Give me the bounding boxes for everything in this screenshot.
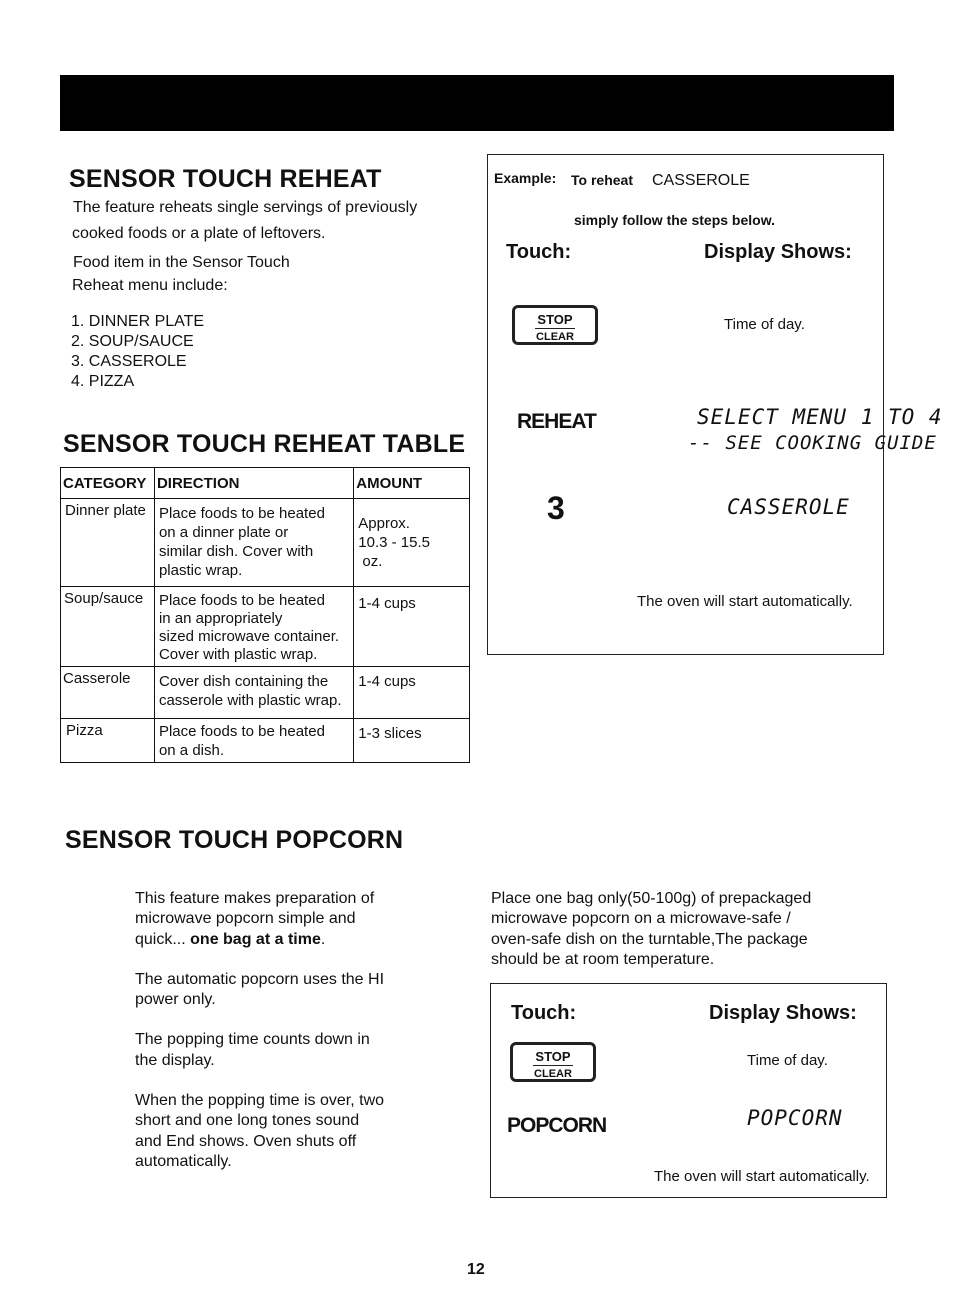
example-food: CASSEROLE — [652, 172, 750, 189]
reheat-menu-intro-2: Reheat menu include: — [72, 277, 228, 294]
display-popcorn: POPCORN — [747, 1106, 843, 1130]
text-line: automatically. — [135, 1152, 232, 1170]
button-divider — [535, 328, 575, 329]
text-line — [135, 930, 384, 950]
cell-category: Dinner plate — [61, 499, 155, 587]
text-line: and End shows. Oven shuts off — [135, 1132, 357, 1150]
table-row — [61, 499, 470, 587]
cell-category: Casserole — [61, 667, 155, 719]
direction-line: Place foods to be heated — [158, 592, 325, 609]
reheat-intro-1 — [73, 196, 417, 219]
text-line: This feature makes preparation of — [135, 890, 375, 907]
cell-amount — [354, 499, 470, 587]
table-header-row — [61, 468, 470, 499]
cell-category: Soup/sauce — [61, 587, 155, 667]
direction-line: on a dinner plate or — [158, 524, 289, 541]
cell-direction — [154, 667, 353, 719]
reheat-menu-intro-1: Food item in the Sensor Touch — [73, 254, 290, 271]
display-see-guide: -- SEE COOKING GUIDE — [688, 432, 937, 454]
example-to-reheat: To reheat — [571, 172, 633, 188]
button-divider — [533, 1065, 573, 1066]
list-item: 4. PIZZA — [71, 373, 135, 390]
text-line: microwave popcorn on a microwave-safe / — [491, 910, 791, 928]
text-line: The popping time counts down in — [135, 1031, 370, 1049]
reheat-table — [60, 467, 470, 763]
reheat-intro-2: cooked foods or a plate of leftovers. — [72, 225, 326, 242]
text-span: quick... — [135, 930, 191, 948]
reheat-key[interactable]: REHEAT — [517, 410, 596, 433]
example-follow: simply follow the steps below. — [574, 212, 775, 228]
direction-line: plastic wrap. — [158, 562, 243, 579]
text-span: . — [320, 930, 326, 948]
clear-label: CLEAR — [536, 331, 574, 343]
text-line: should be at room temperature. — [491, 950, 715, 968]
direction-line: casserole with plastic wrap. — [158, 692, 342, 709]
popcorn-display-header: Display Shows: — [709, 1002, 857, 1024]
example-label: Example: — [494, 170, 557, 186]
cell-direction — [154, 719, 353, 763]
direction-line: in an appropriately — [158, 610, 283, 627]
text-line: the display. — [135, 1051, 215, 1069]
column-header-category: CATEGORY — [61, 468, 155, 499]
clear-label: CLEAR — [534, 1068, 572, 1080]
cell-amount: 1-4 cups — [354, 587, 470, 667]
popcorn-touch-header: Touch: — [511, 1002, 577, 1024]
popcorn-instructions — [491, 889, 811, 970]
direction-line: on a dish. — [158, 742, 224, 759]
header-bar — [60, 75, 894, 131]
reheat-intro-1a: The feature reheats single servings — [73, 199, 323, 216]
table-title: SENSOR TOUCH REHEAT TABLE — [63, 430, 466, 458]
text-line: When the popping time is over, two — [135, 1092, 385, 1110]
popcorn-title: SENSOR TOUCH POPCORN — [65, 826, 404, 854]
direction-line: Place foods to be heated — [158, 723, 325, 740]
popcorn-key[interactable]: POPCORN — [507, 1114, 607, 1137]
list-item: 1. DINNER PLATE — [71, 313, 205, 330]
cell-amount: 1-4 cups — [354, 667, 470, 719]
table-row — [61, 667, 470, 719]
number-key-3[interactable]: 3 — [547, 490, 565, 526]
amount-line: oz. — [358, 553, 383, 570]
popcorn-description — [135, 889, 384, 1172]
cell-amount: 1-3 slices — [354, 719, 470, 763]
emphasis-text: one bag at a time — [190, 930, 321, 948]
example-touch-header: Touch: — [506, 241, 572, 263]
direction-line: Place foods to be heated — [158, 505, 325, 522]
direction-line: Cover with plastic wrap. — [158, 646, 318, 663]
cell-category: Pizza — [61, 719, 155, 763]
list-item: 3. CASSEROLE — [71, 353, 187, 370]
popcorn-display-time-of-day: Time of day. — [747, 1052, 828, 1069]
text-line: oven-safe dish on the turntable,The package — [491, 930, 808, 948]
example-auto-start: The oven will start automatically. — [637, 593, 853, 610]
amount-line: 10.3 - 15.5 — [358, 534, 430, 551]
table-row — [61, 719, 470, 763]
column-header-amount: AMOUNT — [354, 468, 470, 499]
text-line: Place one bag only(50-100g) of prepackaged — [491, 890, 812, 907]
stop-label: STOP — [537, 312, 573, 327]
direction-line: sized microwave container. — [158, 628, 340, 645]
display-select-menu: SELECT MENU 1 TO 4 — [697, 405, 943, 429]
display-time-of-day: Time of day. — [724, 316, 805, 333]
text-line: The automatic popcorn uses the HI — [135, 970, 385, 988]
example-display-header: Display Shows: — [704, 241, 852, 263]
direction-line: Cover dish containing the — [158, 673, 329, 690]
display-casserole: CASSEROLE — [727, 495, 850, 519]
text-line: power only. — [135, 991, 216, 1009]
cell-direction — [154, 499, 353, 587]
list-item: 2. SOUP/SAUCE — [71, 333, 194, 350]
table-row — [61, 587, 470, 667]
text-line: microwave popcorn simple and — [135, 910, 356, 928]
popcorn-auto-start: The oven will start automatically. — [654, 1168, 870, 1185]
reheat-intro-1b: of previously — [327, 199, 418, 216]
cell-direction — [154, 587, 353, 667]
reheat-title: SENSOR TOUCH REHEAT — [69, 165, 382, 193]
text-line: short and one long tones sound — [135, 1112, 360, 1130]
column-header-direction: DIRECTION — [154, 468, 353, 499]
amount-line: Approx. — [358, 515, 410, 532]
direction-line: similar dish. Cover with — [158, 543, 314, 560]
stop-label: STOP — [535, 1049, 571, 1064]
reheat-item-list — [71, 312, 204, 392]
popcorn-stop-clear-button[interactable] — [510, 1042, 596, 1082]
page-number: 12 — [467, 1261, 485, 1278]
stop-clear-button[interactable] — [512, 305, 598, 345]
